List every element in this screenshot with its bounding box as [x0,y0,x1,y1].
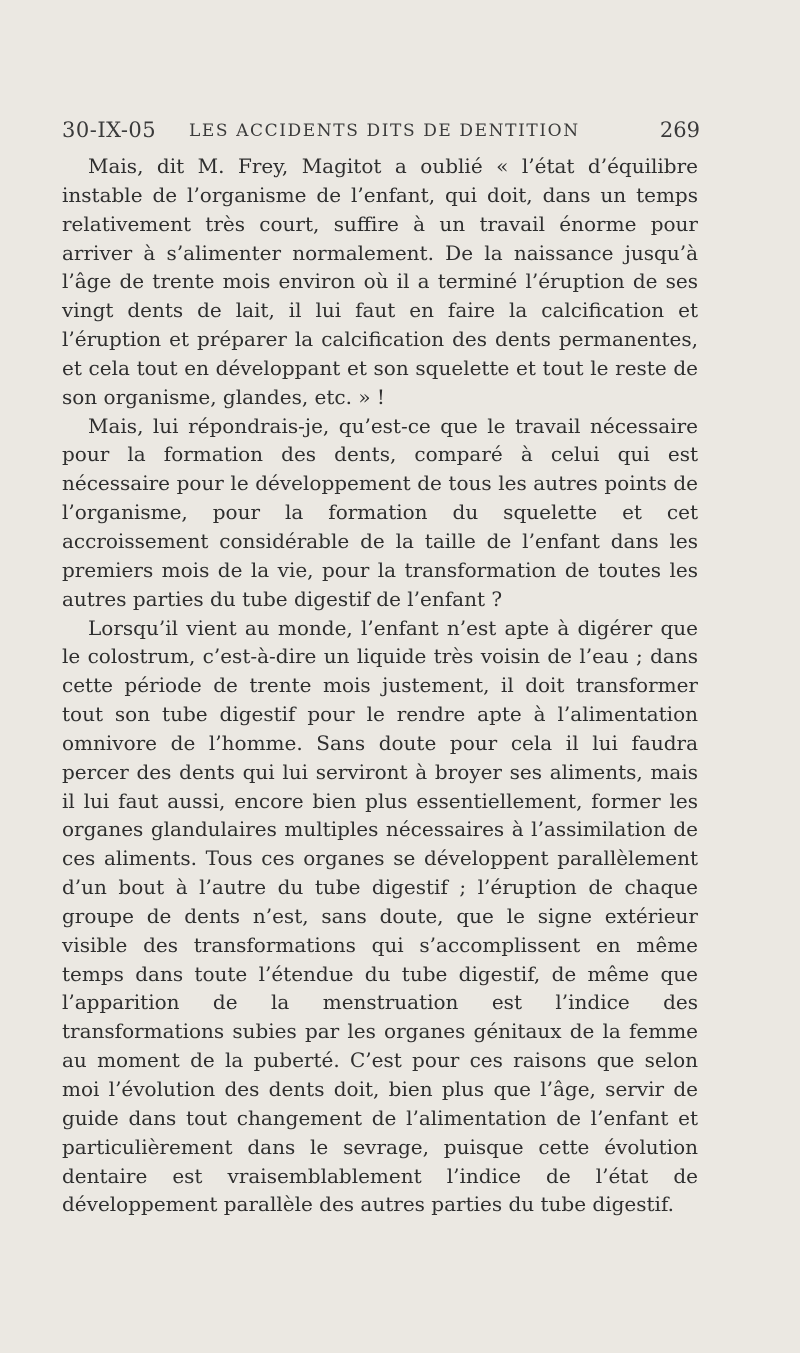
body-text [62,152,698,1219]
paragraph-2: Mais, lui répondrais-je, qu’est-ce que le travail nécessaire pour la formation des dents, comparé à celui qui est nécessaire pour le développement de tous les autres points de l’organisme, pour la formation du squelette et cet accroissement considérable de la taille de l’enfant dans les premiers mois de la vie, pour la transformation de toutes les autres parties du tube digestif de l’enfant ? [62,413,698,611]
running-title: LES ACCIDENTS DITS DE DENTITION [189,121,580,141]
running-header [62,118,700,148]
paragraph-3: Lorsqu’il vient au monde, l’enfant n’est apte à digérer que le colostrum, c’est-à-dire un liquide très voisin de l’eau ; dans cette période de trente mois justement, il doit transformer tout son tube digestif pour le rendre apte à l’alimentation omnivore de l’homme. Sans doute pour cela il lui faudra percer des dents qui lui serviront à broyer ses aliments, mais il lui faut aussi, encore bien plus essentiellement, former les organes glandulaires multiples nécessaires à l’assimilation de ces aliments. Tous ces organes se développent parallèlement d’un bout à l’autre du tube digestif ; l’éruption de chaque groupe de dents n’est, sans doute, que le signe extérieur visible des transformations qui s’accomplissent en même temps dans toute l’étendue du tube digestif, de même que l’apparition de la menstruation est l’indice des transformations subies par les organes génitaux de la femme au moment de la puberté. C’est pour ces raisons que selon moi l’évolution des dents doit, bien plus que l’âge, servir de guide dans tout changement de l’alimentation de l’enfant et particulièrement dans le sevrage, puisque cette évolution dentaire est vraisemblablement l’indice de l’état de développement parallèle des autres parties du tube digestif. [62,615,698,1217]
paragraph-1: Mais, dit M. Frey, Magitot a oublié « l’état d’équilibre instable de l’organisme de l’enfant, qui doit, dans un temps relativement très court, suffire à un travail énorme pour arriver à s’alimenter normalement. De la naissance jusqu’à l’âge de trente mois environ où il a terminé l’éruption de ses vingt dents de lait, il lui faut en faire la calcification et l’éruption et préparer la calcification des dents permanentes, et cela tout en développant et son squelette et tout le reste de son organisme, glandes, etc. » ! [62,154,698,409]
header-date: 30-IX-05 [62,118,157,142]
page-number: 269 [659,118,700,142]
